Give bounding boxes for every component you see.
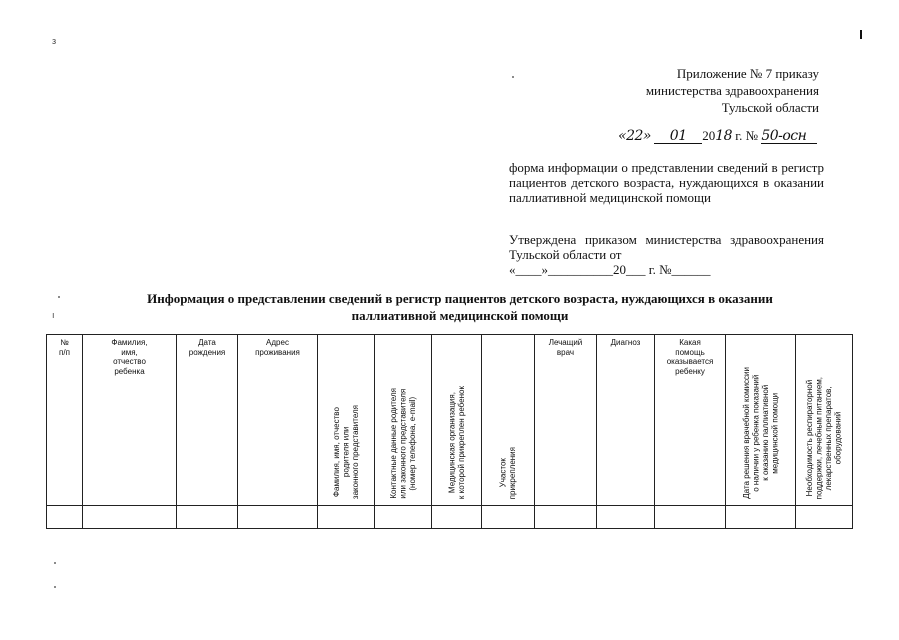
appendix-line-1: Приложение № 7 приказу: [676, 66, 819, 81]
column-header: [655, 335, 726, 506]
column-header: [597, 335, 655, 506]
appendix-line-2: министерства здравоохранения: [645, 83, 819, 98]
table-cell[interactable]: [83, 506, 177, 529]
order-year-suffix: 18: [715, 128, 733, 144]
column-header: [47, 335, 83, 506]
column-header-label: Лечащий врач: [548, 338, 583, 357]
scan-mark: з: [52, 36, 57, 46]
order-number-label: №: [745, 128, 759, 143]
table-cell[interactable]: [375, 506, 432, 529]
approved-date-template: «____»__________20___ г. №______: [509, 262, 711, 277]
column-header-label: Участок прикрепления: [498, 446, 517, 499]
registry-table: [46, 334, 853, 529]
column-header-label: Фамилия, имя, отчество родителя или законного представителя: [331, 404, 360, 499]
table-cell[interactable]: [597, 506, 655, 529]
column-header: [535, 335, 597, 506]
order-year-prefix: 20: [702, 128, 716, 143]
table-cell[interactable]: [238, 506, 318, 529]
column-header-label: Диагноз: [610, 338, 641, 347]
table-cell[interactable]: [535, 506, 597, 529]
column-header-label: Дата рождения: [188, 338, 226, 357]
table-cell[interactable]: [482, 506, 535, 529]
table-cell[interactable]: [796, 506, 853, 529]
order-day: «22»: [618, 128, 651, 144]
column-header: [318, 335, 375, 506]
column-header: [726, 335, 796, 506]
scan-dot: [54, 562, 56, 564]
column-header: [482, 335, 535, 506]
column-header-label: Адрес проживания: [255, 338, 300, 357]
table-row: [47, 506, 853, 529]
column-header-label: Необходимость респираторной поддержки, лечебным питанием, лекарственных препаратов, оборудований: [805, 376, 843, 499]
table-header-row: [47, 335, 853, 506]
column-header-label: Фамилия, имя, отчество ребенка: [111, 338, 148, 376]
column-header-label: Контактные данные родителя или законного представителя (номер телефона, e-mail): [388, 388, 417, 499]
page-title: [60, 290, 860, 324]
column-header: [238, 335, 318, 506]
column-header-label: Какая помощь оказывается ребенку: [666, 338, 714, 376]
table-cell[interactable]: [47, 506, 83, 529]
column-header: [432, 335, 482, 506]
appendix-header: [519, 65, 819, 116]
title-line-2: паллиативной медицинской помощи: [351, 308, 569, 323]
approved-text: Утверждена приказом министерства здравоохранения Тульской области от: [509, 232, 824, 262]
column-header: [177, 335, 238, 506]
order-date-line: [618, 128, 848, 148]
scan-dot: [512, 76, 514, 78]
column-header-label: № п/п: [59, 338, 70, 357]
appendix-line-3: Тульской области: [721, 100, 819, 115]
table-cell[interactable]: [432, 506, 482, 529]
order-month: 01: [654, 128, 702, 144]
table-body: [47, 506, 853, 529]
scan-tick: [860, 30, 862, 39]
form-description: форма информации о представлении сведений в регистр пациентов детского возраста, нуждающихся в оказании паллиативной медицинской помощи: [509, 160, 824, 205]
column-header-label: Медицинская организация, к которой прикреплен ребенок: [447, 385, 466, 499]
title-line-1: Информация о представлении сведений в регистр пациентов детского возраста, нуждающихся в оказании: [147, 291, 773, 306]
approved-block: [509, 232, 824, 277]
table-cell[interactable]: [177, 506, 238, 529]
scan-mark: ı: [52, 310, 55, 320]
column-header: [83, 335, 177, 506]
column-header: [375, 335, 432, 506]
scan-dot: [54, 586, 56, 588]
table-cell[interactable]: [726, 506, 796, 529]
column-header: [796, 335, 853, 506]
order-number: 50-осн: [761, 128, 817, 144]
table-cell[interactable]: [655, 506, 726, 529]
table-cell[interactable]: [318, 506, 375, 529]
order-g-label: г.: [735, 128, 743, 143]
column-header-label: Дата решения врачебной комиссии о наличии у ребенка показаний к оказанию паллиативной медицинской помощи: [741, 367, 779, 499]
